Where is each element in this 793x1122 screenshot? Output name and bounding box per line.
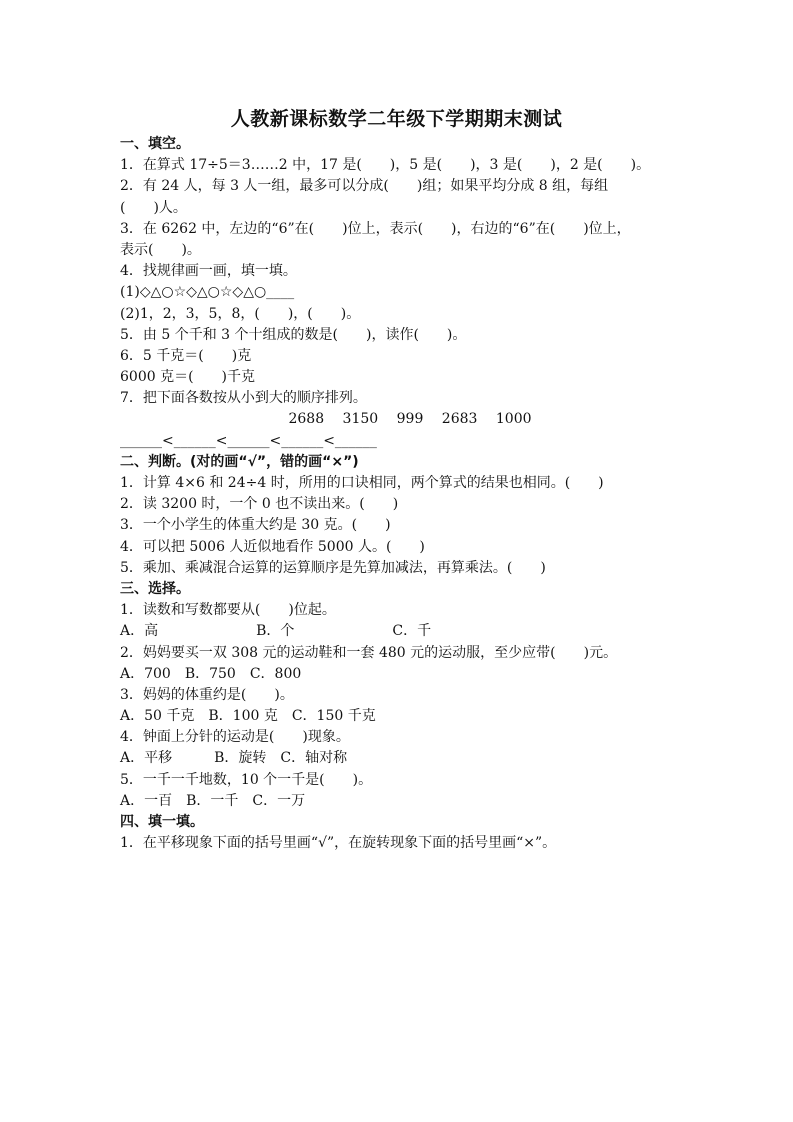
question-line: 5．乘加、乘减混合运算的运算顺序是先算加减法，再算乘法。( ) — [120, 559, 546, 576]
question-line: 3．在 6262 中，左边的“6”在( )位上，表示( )，右边的“6”在( )位上， — [120, 220, 631, 237]
question-line: 6000 克＝( )千克 — [120, 369, 256, 386]
option-line: A．一百 B．一千 C．一万 — [120, 792, 306, 809]
question-line: 2．读 3200 时，一个 0 也不读出来。( ) — [120, 496, 399, 513]
question-line: 5．一千一千地数，10 个一千是( )。 — [120, 771, 373, 788]
question-line: 5．由 5 个千和 3 个十组成的数是( )，读作( )。 — [120, 326, 467, 343]
ordering-blanks: ______<______<______<______<______ — [120, 432, 377, 449]
question-line: 2．妈妈要买一双 308 元的运动鞋和一套 480 元的运动服，至少应带( )元。 — [120, 644, 618, 661]
section-heading-fill-blank: 一、填空。 — [120, 136, 190, 152]
option-line: A．平移 B．旋转 C．轴对称 — [120, 750, 348, 767]
option-line: A．700 B．750 C．800 — [120, 665, 302, 682]
option-line: A．高 B．个 C．千 — [120, 623, 432, 640]
question-line: 3．一个小学生的体重大约是 30 克。( ) — [120, 517, 391, 534]
question-line: ( )人。 — [120, 199, 187, 216]
section-heading-choice: 三、选择。 — [120, 580, 190, 597]
question-line: 表示( )。 — [120, 241, 201, 258]
question-line: 1．计算 4×6 和 24÷4 时，所用的口诀相同，两个算式的结果也相同。( ) — [120, 475, 604, 491]
question-line: 4．钟面上分针的运动是( )现象。 — [120, 729, 350, 746]
question-line: 6．5 千克＝( )克 — [120, 347, 252, 364]
page-title: 人教新课标数学二年级下学期期末测试 — [230, 108, 563, 130]
option-line: A．50 千克 B．100 克 C．150 千克 — [120, 708, 376, 725]
question-line: 1．读数和写数都要从( )位起。 — [120, 602, 336, 619]
question-line: (1)◇△○☆◇△○☆◇△○____ — [120, 284, 295, 301]
question-line: 1．在算式 17÷5＝3……2 中，17 是( )，5 是( )，3 是( )，2 是( )。 — [120, 157, 651, 174]
question-line: 1．在平移现象下面的括号里画“√”，在旋转现象下面的括号里画“×”。 — [120, 835, 557, 852]
question-line: (2)1，2，3，5，8，( )，( )。 — [120, 305, 361, 322]
numbers-to-order: 2688 3150 999 2683 1000 — [288, 411, 532, 428]
section-heading-true-false: 二、判断。(对的画“√”，错的画“×”) — [120, 453, 359, 470]
question-line: 4．找规律画一画，填一填。 — [120, 263, 297, 280]
question-line: 7．把下面各数按从小到大的顺序排列。 — [120, 390, 367, 407]
question-line: 2．有 24 人，每 3 人一组，最多可以分成( )组；如果平均分成 8 组，每组 — [120, 178, 609, 195]
exam-body — [120, 134, 680, 854]
section-heading-fill-in: 四、填一填。 — [120, 814, 204, 830]
question-line: 3．妈妈的体重约是( )。 — [120, 686, 294, 703]
question-line: 4．可以把 5006 人近似地看作 5000 人。( ) — [120, 538, 425, 555]
